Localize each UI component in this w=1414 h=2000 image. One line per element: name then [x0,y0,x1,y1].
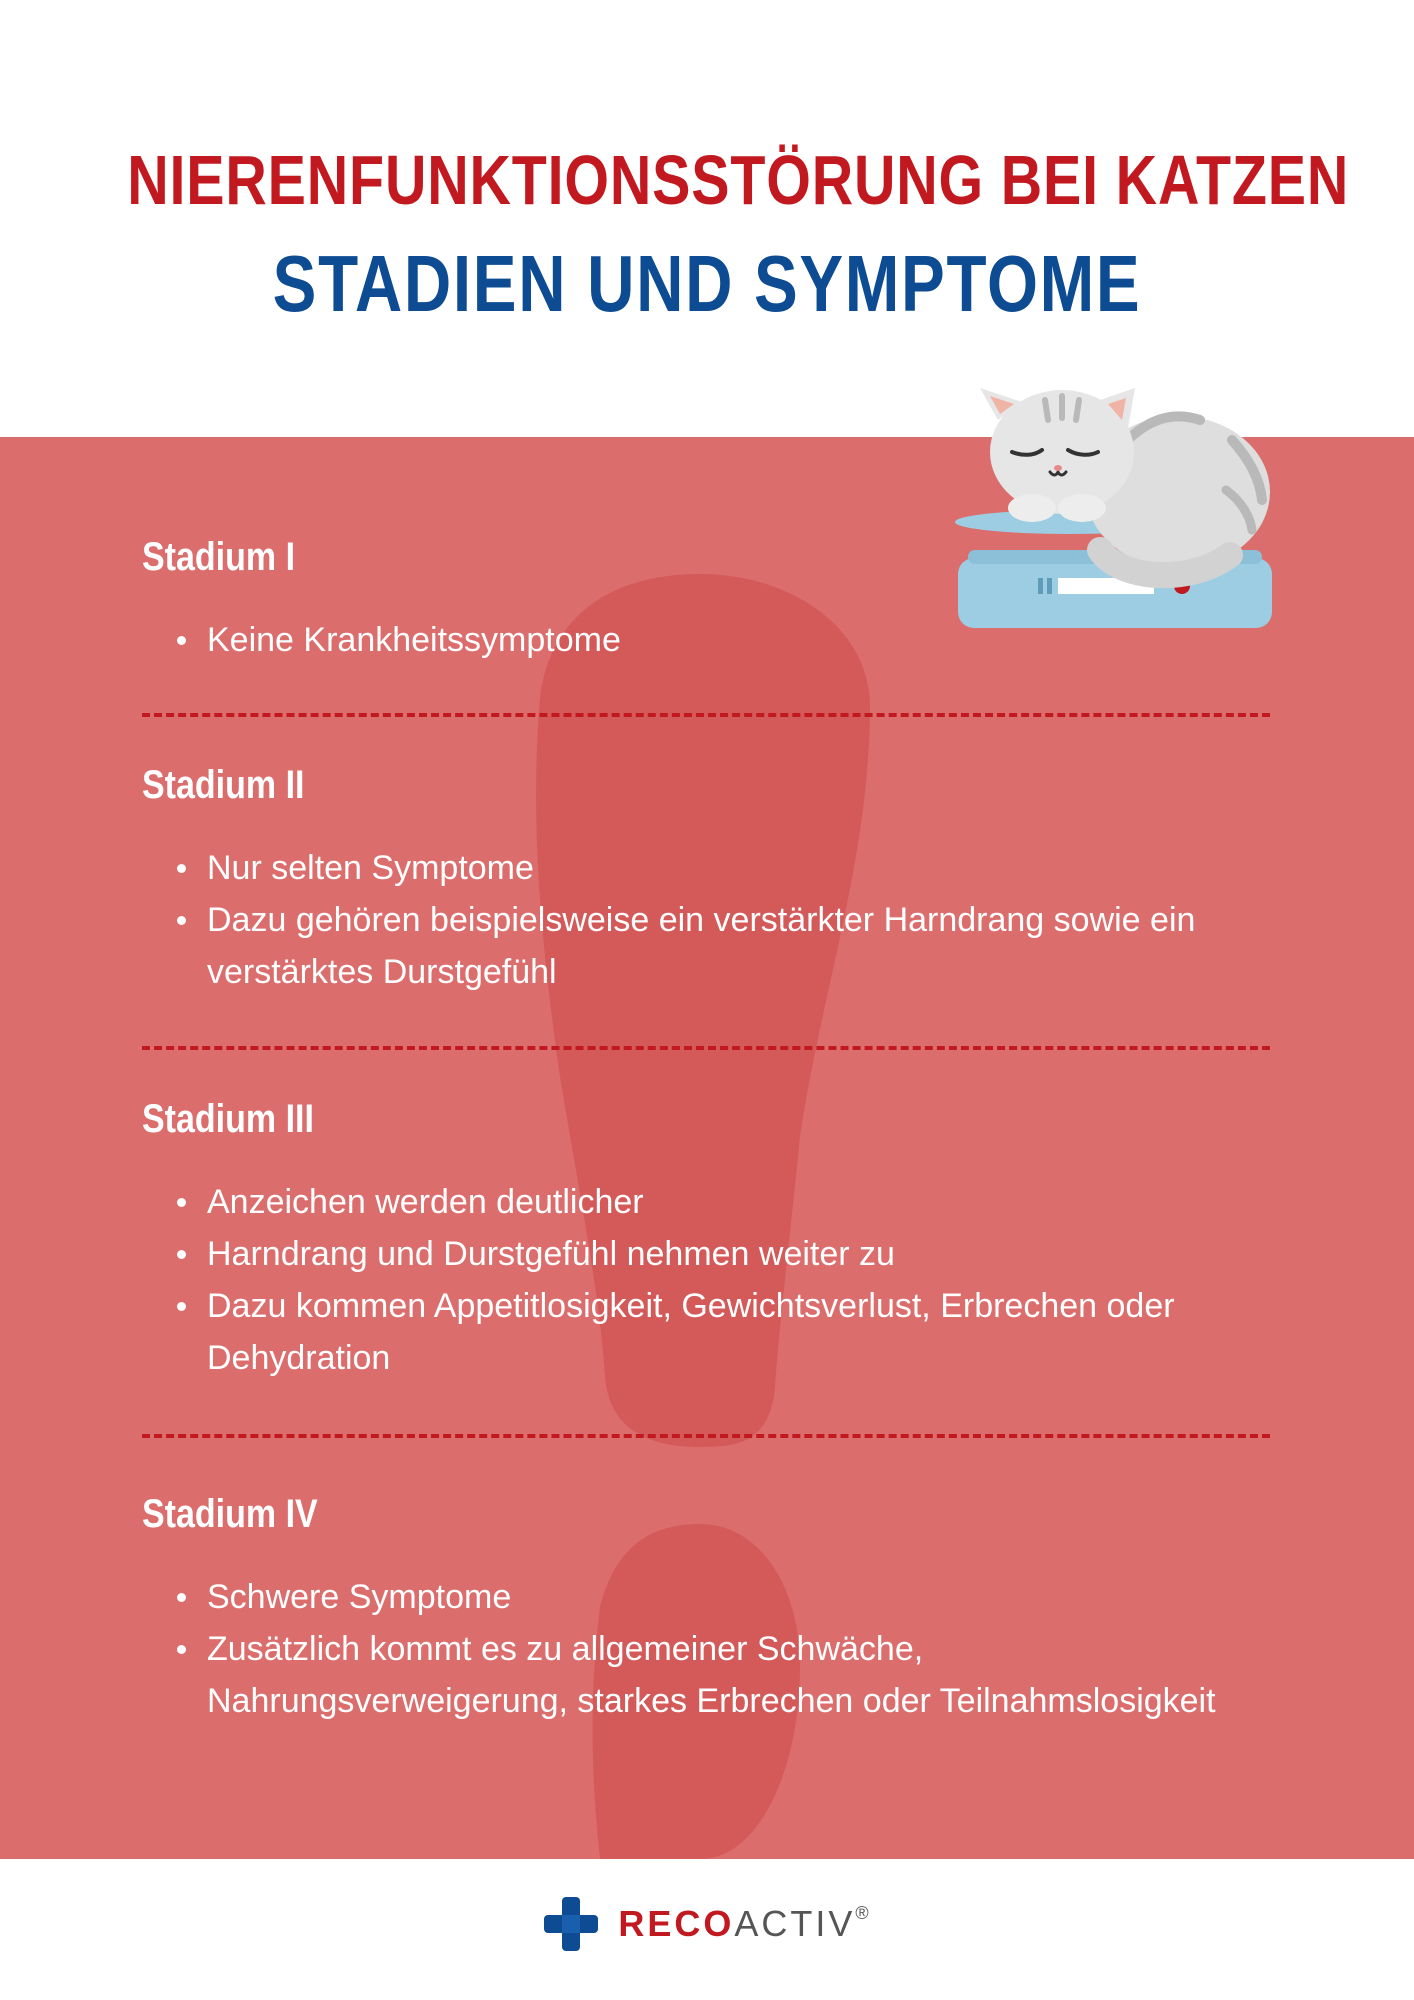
list-item: Anzeichen werden deutlicher [207,1176,1282,1228]
brand-registered-mark: ® [855,1903,872,1923]
stage-title: Stadium IV [142,1492,318,1536]
page-title: NIERENFUNKTIONSSTÖRUNG BEI KATZEN [127,141,1350,219]
symptom-list [142,1571,1282,1727]
footer-logo [0,1894,1414,1954]
stage-title: Stadium II [142,763,305,807]
medical-cross-icon [542,1895,600,1953]
stage-2 [142,763,1282,998]
list-item: Schwere Symptome [207,1571,1282,1623]
stage-4 [142,1492,1282,1727]
symptom-list [142,1176,1282,1384]
list-item: Zusätzlich kommt es zu allgemeiner Schwäche, Nahrungsverweigerung, starkes Erbrechen oder Teilnahmslosigkeit [207,1623,1282,1727]
dashed-divider [142,713,1270,717]
brand-name [618,1903,871,1945]
dashed-divider [142,1046,1270,1050]
list-item: Keine Krankheitssymptome [207,614,1282,666]
list-item: Nur selten Symptome [207,842,1282,894]
stage-title: Stadium III [142,1097,314,1141]
symptom-list [142,614,1282,666]
stage-3 [142,1097,1282,1384]
dashed-divider [142,1434,1270,1438]
list-item: Dazu kommen Appetitlosigkeit, Gewichtsverlust, Erbrechen oder Dehydration [207,1280,1282,1384]
brand-part-2: ACTIV [734,1903,856,1944]
symptom-list [142,842,1282,998]
brand-part-1: RECO [618,1903,735,1944]
stage-title: Stadium I [142,535,296,579]
stage-1 [142,535,1282,666]
page-subtitle: STADIEN UND SYMPTOME [272,239,1142,328]
list-item: Dazu gehören beispielsweise ein verstärkter Harndrang sowie ein verstärktes Durstgefühl [207,894,1282,998]
list-item: Harndrang und Durstgefühl nehmen weiter zu [207,1228,1282,1280]
